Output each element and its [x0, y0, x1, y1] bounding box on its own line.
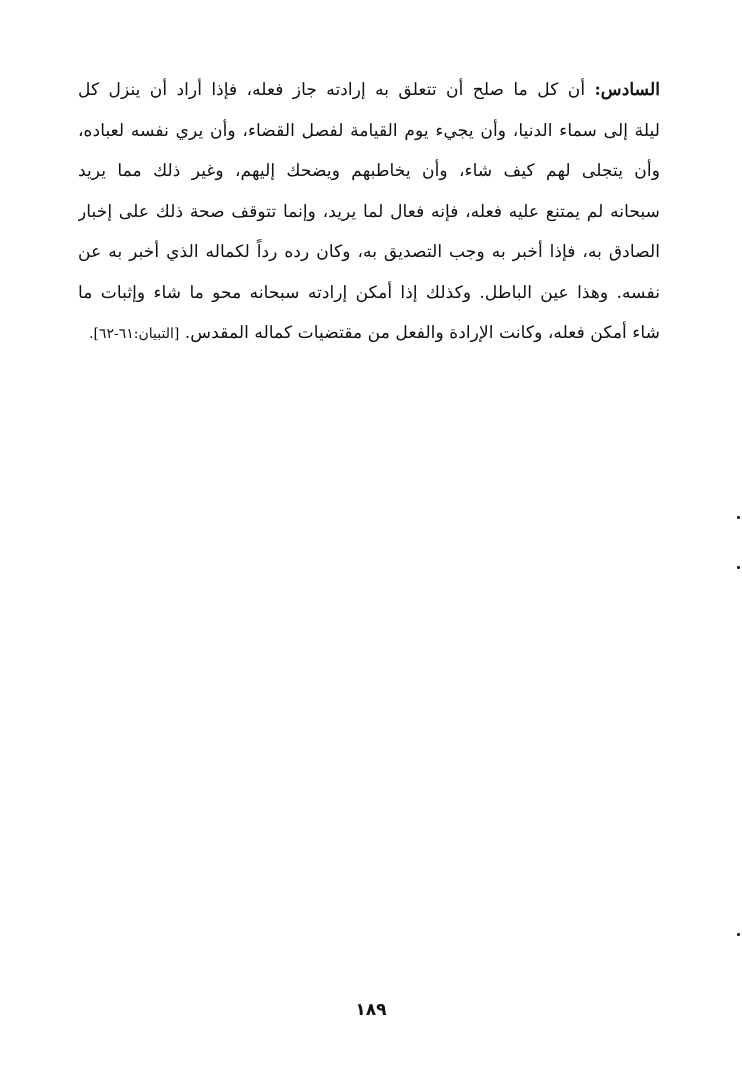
- scan-speck: [737, 566, 740, 569]
- text-line-1-body: أن كل ما صلح أن تتعلق به إرادته جاز فعله، فإذا أراد أن ينزل كل: [78, 80, 586, 100]
- scan-speck: [737, 933, 740, 936]
- text-line-2: ليلة إلى سماء الدنيا، وأن يجيء يوم القيامة لفصل القضاء، وأن يري نفسه لعباده،: [78, 120, 660, 141]
- body-paragraph: [78, 70, 660, 354]
- text-line-3: وأن يتجلى لهم كيف شاء، وأن يخاطبهم ويضحك إليهم، وغير ذلك مما يريد: [78, 161, 660, 181]
- text-line-1: [78, 70, 660, 111]
- text-line-6: نفسه. وهذا عين الباطل. وكذلك إذا أمكن إرادته سبحانه محو ما شاء وإثبات ما: [78, 282, 660, 303]
- text-line-7: [78, 313, 660, 354]
- citation: [التبيان:٦١-٦٢].: [89, 326, 180, 342]
- text-line-4: سبحانه لم يمتنع عليه فعله، فإنه فعال لما يريد، وإنما تتوقف صحة ذلك على إخبار: [78, 201, 660, 222]
- scan-speck: [737, 516, 740, 519]
- paragraph-lead: السادس:: [594, 80, 660, 100]
- text-line-5: الصادق به، فإذا أخبر به وجب التصديق به، وكان رده رداً لكماله الذي أخبر به عن: [78, 242, 660, 262]
- page-number: ١٨٩: [355, 1000, 387, 1020]
- text-line-7-body: شاء أمكن فعله، وكانت الإرادة والفعل من مقتضيات كماله المقدس.: [184, 323, 660, 343]
